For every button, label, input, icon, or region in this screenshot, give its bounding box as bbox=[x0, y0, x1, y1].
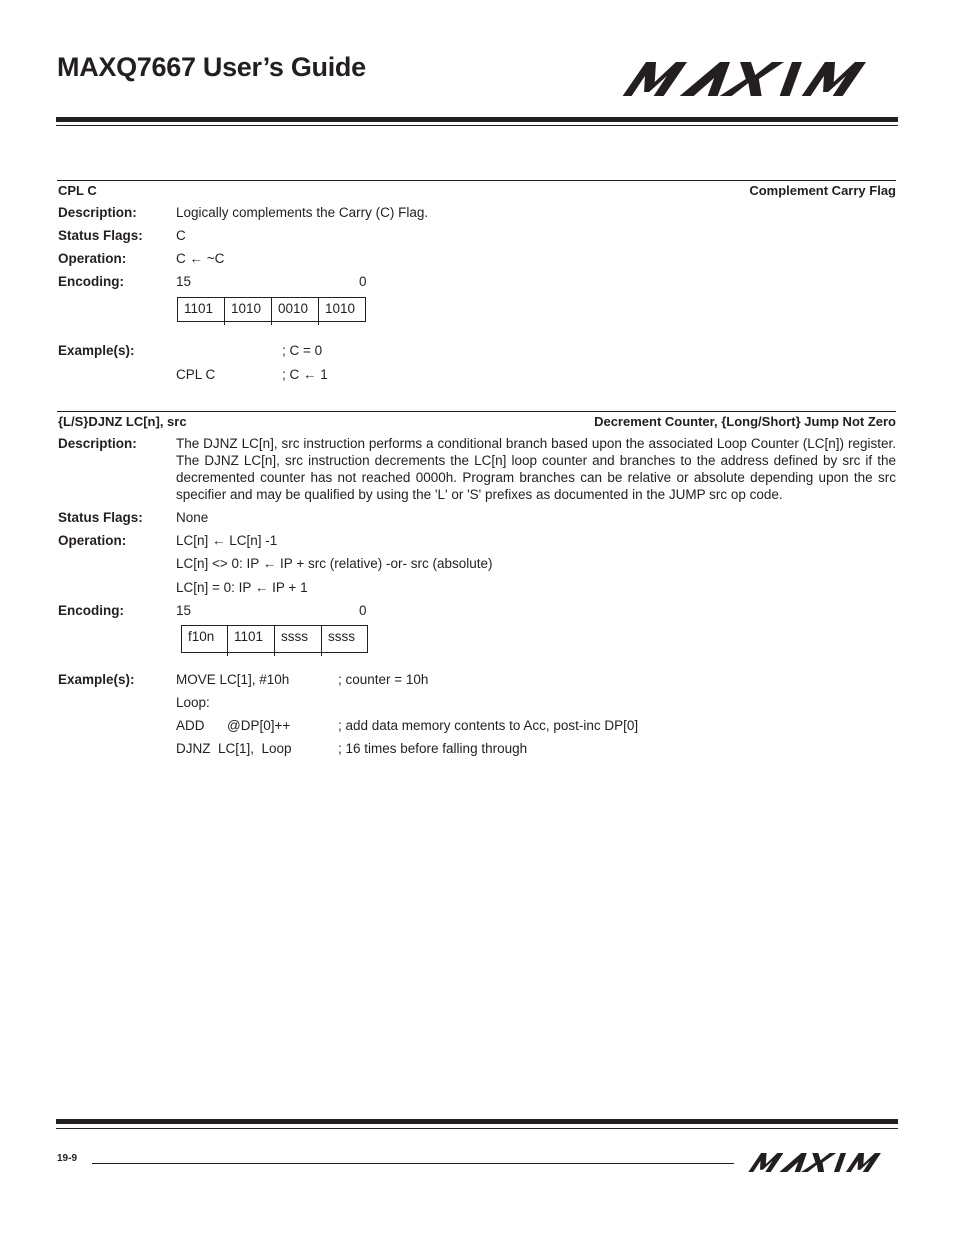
footer-rule-thick bbox=[56, 1119, 898, 1124]
example-code: Loop: bbox=[176, 695, 210, 710]
encoding-bit-high: 15 bbox=[176, 274, 192, 289]
encoding-bit-field bbox=[181, 625, 367, 653]
encoding-nibble: f10n bbox=[181, 625, 228, 653]
status-flags-label: Status Flags: bbox=[58, 228, 143, 243]
encoding-nibble: 1010 bbox=[224, 297, 272, 322]
example-comment: ; 16 times before falling through bbox=[338, 741, 528, 756]
status-flags-value: C bbox=[176, 228, 186, 243]
description-label: Description: bbox=[58, 436, 137, 451]
operation-line: LC[n] ← LC[n] -1 bbox=[176, 533, 278, 548]
description-label: Description: bbox=[58, 205, 137, 220]
encoding-bit-field bbox=[177, 297, 365, 322]
operation-line: LC[n] = 0: IP ← IP + 1 bbox=[176, 580, 308, 595]
page-title: MAXQ7667 User’s Guide bbox=[57, 52, 366, 82]
encoding-label: Encoding: bbox=[58, 274, 124, 289]
header-rule-thick bbox=[56, 117, 898, 122]
encoding-nibble: ssss bbox=[321, 625, 368, 653]
operation-label: Operation: bbox=[58, 251, 127, 266]
encoding-nibble: ssss bbox=[274, 625, 322, 653]
footer-rule-thin bbox=[56, 1128, 898, 1129]
example-comment: ; add data memory contents to Acc, post-inc DP[0] bbox=[338, 718, 639, 733]
instruction-mnemonic: CPL C bbox=[58, 183, 97, 198]
maxim-logo bbox=[748, 1153, 894, 1172]
encoding-nibble: 0010 bbox=[271, 297, 319, 322]
example-code: CPL C bbox=[176, 367, 216, 382]
operation-line: C ← ~C bbox=[176, 251, 225, 266]
instruction-name: Complement Carry Flag bbox=[749, 183, 896, 198]
instruction-name: Decrement Counter, {Long/Short} Jump Not Zero bbox=[594, 414, 896, 429]
encoding-label: Encoding: bbox=[58, 603, 124, 618]
status-flags-value: None bbox=[176, 510, 209, 525]
header-rule-thin bbox=[56, 125, 898, 126]
encoding-nibble: 1101 bbox=[177, 297, 225, 322]
encoding-bit-high: 15 bbox=[176, 603, 192, 618]
page-number: 19-9 bbox=[57, 1153, 78, 1164]
examples-label: Example(s): bbox=[58, 672, 135, 687]
instruction-header bbox=[57, 180, 896, 201]
footer-divider bbox=[92, 1163, 734, 1164]
encoding-nibble: 1010 bbox=[318, 297, 366, 322]
example-code: MOVE LC[1], #10h bbox=[176, 672, 290, 687]
example-comment: ; counter = 10h bbox=[338, 672, 429, 687]
example-code: ADD @DP[0]++ bbox=[176, 718, 291, 733]
instruction-header bbox=[57, 411, 896, 432]
instruction-mnemonic: {L/S}DJNZ LC[n], src bbox=[58, 414, 187, 429]
operation-line: LC[n] <> 0: IP ← IP + src (relative) -or- src (absolute) bbox=[176, 556, 493, 571]
status-flags-label: Status Flags: bbox=[58, 510, 143, 525]
operation-label: Operation: bbox=[58, 533, 127, 548]
maxim-logo bbox=[622, 62, 890, 96]
example-comment: ; C ← 1 bbox=[282, 367, 328, 382]
encoding-bit-low: 0 bbox=[359, 274, 367, 289]
examples-label: Example(s): bbox=[58, 343, 135, 358]
example-comment: ; C = 0 bbox=[282, 343, 323, 358]
description-text: Logically complements the Carry (C) Flag. bbox=[176, 205, 429, 220]
encoding-nibble: 1101 bbox=[227, 625, 275, 653]
example-code: DJNZ LC[1], Loop bbox=[176, 741, 292, 756]
encoding-bit-low: 0 bbox=[359, 603, 367, 618]
description-text: The DJNZ LC[n], src instruction performs a conditional branch based upon the associated Loop Counter (LC[n]) register. The DJNZ LC[n], src instruction decrements the LC[n] loop counter and branches to the address defined by src if the decremented counter has not reached 0000h. Program branches can be relative or absolute depending upon the src specifier and may be qualified by using the 'L' or 'S' prefixes as documented in the JUMP src op code. bbox=[176, 436, 896, 502]
